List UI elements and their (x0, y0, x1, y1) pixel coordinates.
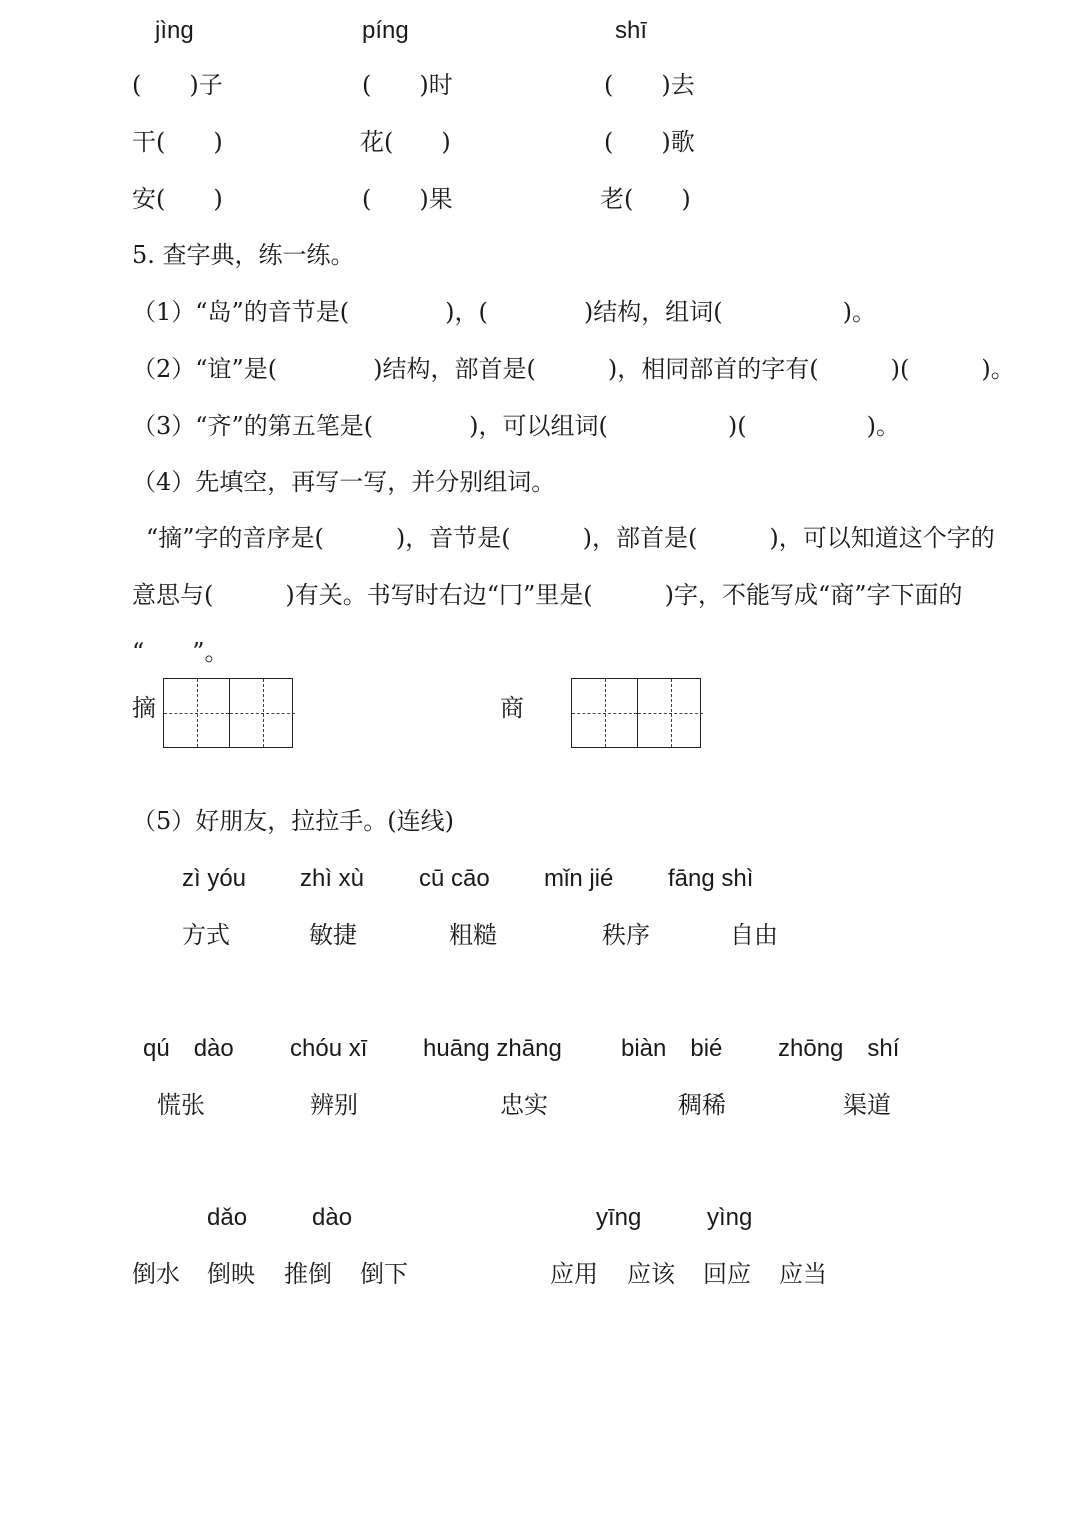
fill-blank-cell[interactable]: ( )果 (362, 185, 453, 213)
pinyin-header: píng (362, 17, 409, 44)
match-word[interactable]: 忠实 (500, 1091, 548, 1119)
match-word[interactable]: 秩序 (602, 921, 650, 949)
match-word[interactable]: 自由 (730, 921, 778, 949)
question-item-4-line[interactable]: 意思与( )有关。书写时右边“冂”里是( )字，不能写成“商”字下面的 (132, 581, 963, 609)
match-word[interactable]: 稠稀 (678, 1091, 726, 1119)
grid-cell[interactable] (572, 679, 637, 747)
match-pinyin[interactable]: cū cāo (419, 865, 490, 892)
match-word[interactable]: 粗糙 (449, 921, 497, 949)
fill-blank-cell[interactable]: ( )歌 (604, 128, 695, 156)
match-word[interactable]: 渠道 (843, 1091, 891, 1119)
polyphone-word[interactable]: 倒下 (360, 1260, 408, 1288)
fill-blank-cell[interactable]: ( )去 (604, 71, 695, 99)
question-title: 5. 查字典，练一练。 (132, 241, 355, 269)
question-item-4-line[interactable]: “摘”字的音序是( )，音节是( )，部首是( )，可以知道这个字的 (146, 524, 995, 552)
fill-blank-cell[interactable]: 安( ) (132, 185, 223, 213)
grid-cell[interactable] (637, 679, 703, 747)
match-pinyin[interactable]: fāng shì (668, 865, 754, 892)
pinyin-header: shī (615, 17, 648, 44)
match-word[interactable]: 方式 (182, 921, 230, 949)
question-item-4-title: （4）先填空，再写一写，并分别组词。 (132, 468, 556, 496)
match-word[interactable]: 辨别 (310, 1091, 358, 1119)
grid-label: 商 (500, 694, 524, 722)
writing-grid[interactable] (571, 678, 701, 748)
polyphone-word[interactable]: 推倒 (284, 1260, 332, 1288)
fill-blank-cell[interactable]: 花( ) (360, 128, 451, 156)
polyphone-word[interactable]: 应当 (779, 1260, 827, 1288)
polyphone-pinyin[interactable]: yīng (596, 1204, 642, 1231)
grid-label: 摘 (132, 694, 156, 722)
question-item-2[interactable]: （2）“谊”是( )结构，部首是( )，相同部首的字有( )( )。 (132, 355, 1015, 383)
match-pinyin[interactable]: zhì xù (300, 865, 365, 892)
grid-cell[interactable] (164, 679, 229, 747)
match-pinyin[interactable]: qú dào (143, 1035, 234, 1062)
match-word[interactable]: 敏捷 (309, 921, 357, 949)
match-pinyin[interactable]: chóu xī (290, 1035, 368, 1062)
fill-blank-cell[interactable]: 老( ) (600, 185, 691, 213)
question-item-4-line[interactable]: “ ”。 (132, 638, 229, 666)
pinyin-header: jìng (155, 17, 194, 44)
polyphone-word[interactable]: 回应 (703, 1260, 751, 1288)
match-word[interactable]: 慌张 (157, 1091, 205, 1119)
polyphone-word[interactable]: 应用 (550, 1260, 598, 1288)
writing-grid[interactable] (163, 678, 293, 748)
grid-cell[interactable] (229, 679, 295, 747)
question-item-1[interactable]: （1）“岛”的音节是( )，( )结构，组词( )。 (132, 298, 876, 326)
polyphone-pinyin[interactable]: dǎo (207, 1204, 248, 1231)
match-pinyin[interactable]: huāng zhāng (423, 1035, 562, 1062)
fill-blank-cell[interactable]: 干( ) (132, 128, 223, 156)
polyphone-word[interactable]: 倒水 (132, 1260, 180, 1288)
fill-blank-cell[interactable]: ( )子 (132, 71, 223, 99)
match-pinyin[interactable]: mǐn jié (544, 865, 614, 892)
polyphone-word[interactable]: 倒映 (207, 1260, 255, 1288)
fill-blank-cell[interactable]: ( )时 (362, 71, 453, 99)
question-item-3[interactable]: （3）“齐”的第五笔是( )，可以组词( )( )。 (132, 412, 900, 440)
polyphone-pinyin[interactable]: yìng (707, 1204, 753, 1231)
polyphone-word[interactable]: 应该 (627, 1260, 675, 1288)
polyphone-pinyin[interactable]: dào (312, 1204, 353, 1231)
match-pinyin[interactable]: zì yóu (182, 865, 247, 892)
match-pinyin[interactable]: biàn bié (621, 1035, 723, 1062)
match-pinyin[interactable]: zhōng shí (778, 1035, 900, 1062)
question-item-5-title: （5）好朋友，拉拉手。(连线) (132, 807, 454, 835)
